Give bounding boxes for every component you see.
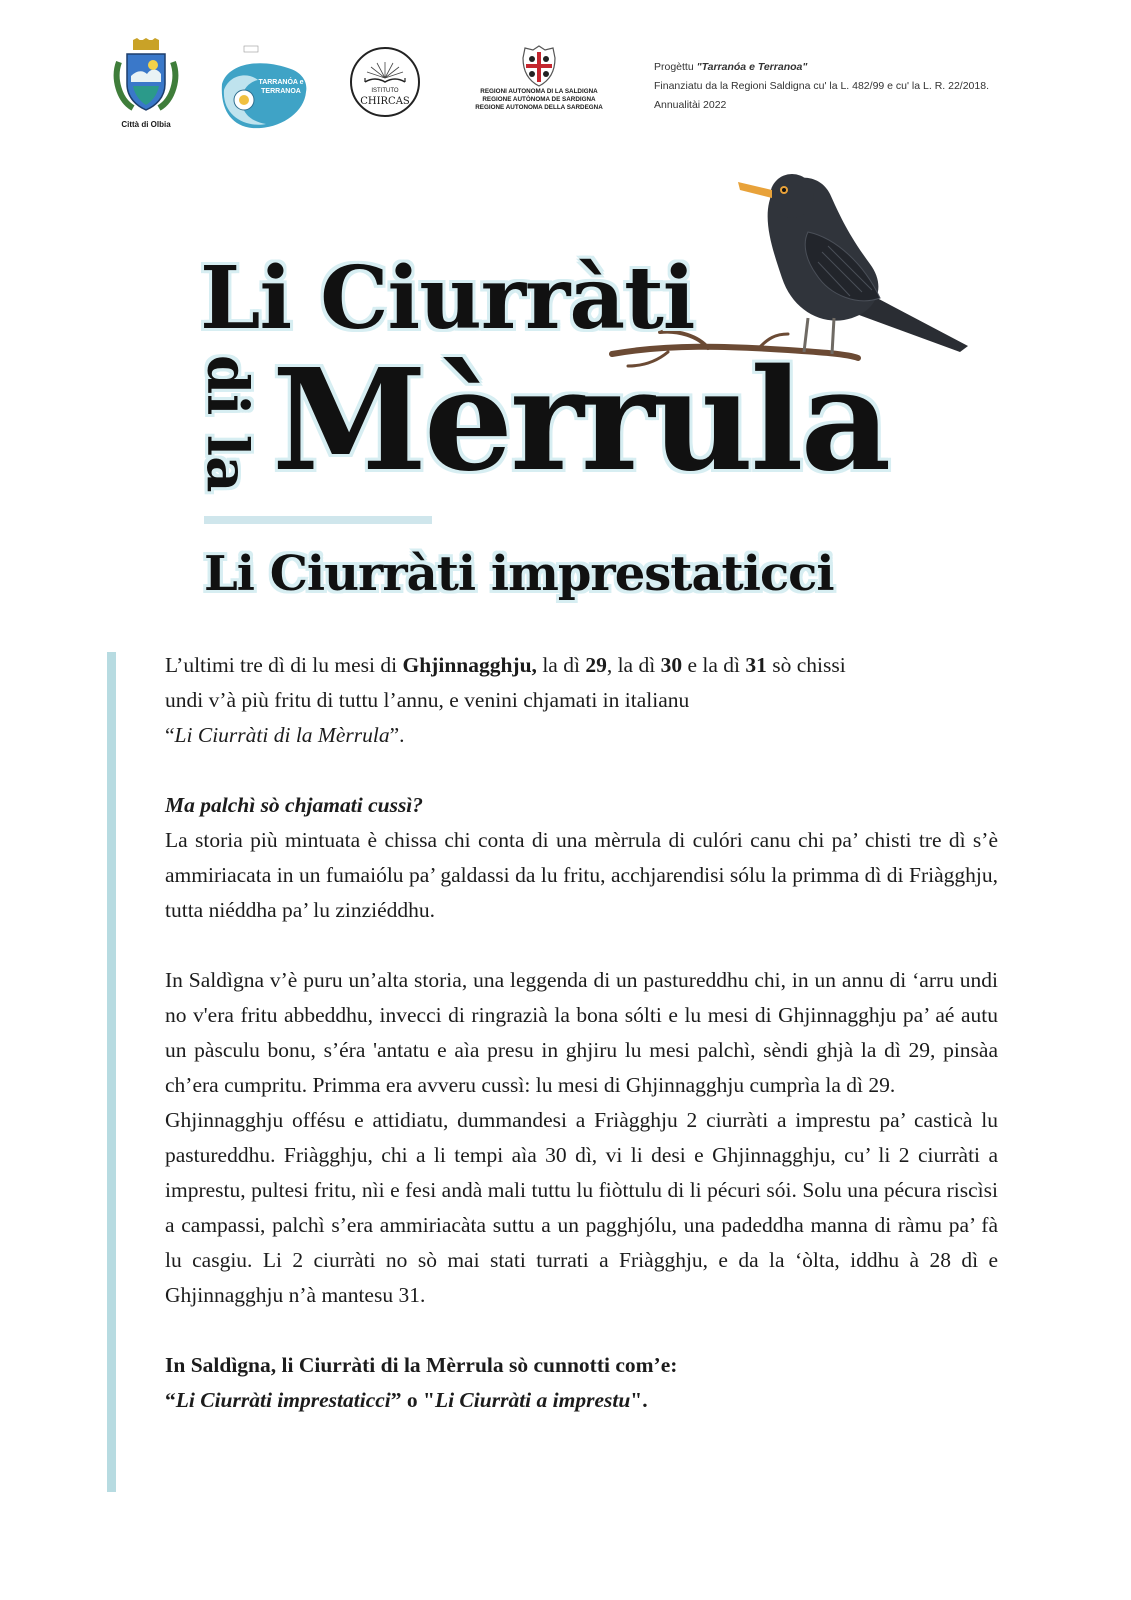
sardinia-shield-icon: [519, 44, 559, 88]
olbia-coat-of-arms-icon: [113, 38, 179, 114]
tarranoa-e-terranoa-logo: [218, 44, 310, 134]
closing-name-1: Li Ciurràti imprestaticci: [175, 1388, 391, 1412]
closing-quote-open: “: [165, 1388, 176, 1412]
intro-quote-text: Li Ciurràti di la Mèrrula: [174, 723, 390, 747]
closing-line-1: [165, 1348, 998, 1383]
intro-text-a: L’ultimi tre dì di lu mesi di: [165, 653, 403, 677]
intro-text-b: la dì: [536, 653, 586, 677]
regione-line-3: REGIONE AUTONOMA DELLA SARDEGNA: [475, 104, 603, 111]
closing-end: ".: [630, 1388, 648, 1412]
closing-line-2: [165, 1383, 998, 1418]
title-di-la-text: di la: [194, 355, 260, 493]
side-accent-bar: [107, 652, 116, 1492]
project-title-line: [654, 58, 989, 77]
chircas-name: CHIRCAS: [360, 96, 410, 107]
intro-day-30: 30: [660, 653, 683, 677]
intro-day-31: 31: [745, 653, 767, 677]
intro-text-d: e la dì: [682, 653, 746, 677]
closing-or: ” o ": [390, 1388, 435, 1412]
title-merrula: Mèrrula: [272, 339, 889, 503]
project-name: "Tarranóa e Terranoa": [696, 61, 808, 73]
intro-text-e: sò chissi: [766, 653, 846, 677]
intro-day-29: 29: [585, 653, 607, 677]
intro-month: Ghjinnagghju,: [402, 653, 537, 677]
open-book-icon: [349, 46, 421, 118]
olbia-caption: Città di Olbia: [121, 120, 171, 129]
title-di-la: [194, 355, 260, 493]
paragraph-story-2: In Saldìgna v’è puru un’alta storia, una leggenda di un pastureddhu chi, in un annu di ‘arru undi no v'era fritu abbeddhu, invecci di ringrazià la bona sólti e lu mesi di Ghjinnagghju pa’ aé autu un pàsculu bonu, s’éra 'antatu e aìa presu in ghjiru lu mesi palchì, sèndi ghjà la dì 29, pinsàa ch’era cumpritu. Primma era avveru cussì: lu mesi di Ghjinnagghju cumprìa la dì 29.: [165, 968, 998, 1097]
year-line: Annualitài 2022: [654, 99, 727, 111]
title-line-1: Li Ciurràti: [200, 248, 695, 349]
intro-line-2: undi v’à più fritu di tuttu l’annu, e venini chjamati in italianu: [165, 688, 690, 712]
chircas-small-text: ISTITUTO: [371, 88, 399, 94]
subtitle: Li Ciurràti imprestaticci: [204, 546, 834, 602]
intro-text-c: , la dì: [606, 653, 661, 677]
tarranoa-logo-text: TARRANÓA e TERRANOA: [258, 79, 304, 95]
project-prefix: Progèttu: [654, 61, 697, 73]
intro-quote-close: ”.: [389, 723, 405, 747]
closing-text: In Saldìgna, li Ciurràti di la Mèrrula sò cunnotti com’e:: [165, 1353, 678, 1377]
intro-quote-open: “: [165, 723, 175, 747]
title-divider: [204, 516, 432, 524]
paragraph-intro: [165, 648, 998, 753]
project-info: [654, 58, 989, 115]
regione-line-1: REGIONI AUTONOMA DI LA SALDIGNA: [480, 88, 598, 95]
paragraph-story-1: La storia più mintuata è chissa chi conta di una mèrrula di culóri canu chi pa’ chisti tre dì s’è ammiriacata in un fumaiólu pa’ galdassi da lu fritu, acchjarendisi sólu la primma dì di Friàgghju, tutta niéddha pa’ lu zinziéddhu.: [165, 828, 998, 922]
regione-line-2: REGIONE AUTÒNOMA DE SARDIGNA: [482, 96, 596, 103]
question-text: Ma palchì sò chjamati cussì?: [165, 793, 424, 817]
question-heading: [165, 788, 998, 823]
regione-sardegna-logo: [466, 44, 612, 112]
istituto-chircas-logo: [349, 46, 421, 118]
citta-di-olbia-logo: [110, 38, 182, 129]
closing-name-2: Li Ciurràti a imprestu: [434, 1388, 631, 1412]
paragraph-story-3: Ghjinnagghju offésu e attidiatu, dummandesi a Friàgghju 2 ciurràti a imprestu pa’ casticà lu pastureddhu. Friàgghju, chi a li tempi aìa 30 dì, vi li desi e Ghjinnagghju, cu’ li 2 ciurràti a imprestu, pultesi fritu, nìi e fesi andà mali tuttu lu fiòttulu di li pécuri sói. Solu una pécura riscìsi a campassi, palchì s’era ammiriacàta suttu a un pagghjólu, una padeddha manna di ràmu pa’ fà lu casgiu. Li 2 ciurràti no sò mai stati turrati a Friàgghju, e da la ‘òlta, iddhu à 28 dì e Ghjinnagghju n’à mantesu 31.: [165, 1108, 998, 1307]
funding-line: Finanziatu da la Regioni Saldigna cu' la L. 482/99 e cu' la L. R. 22/2018.: [654, 80, 989, 92]
article-body: [165, 648, 998, 1418]
